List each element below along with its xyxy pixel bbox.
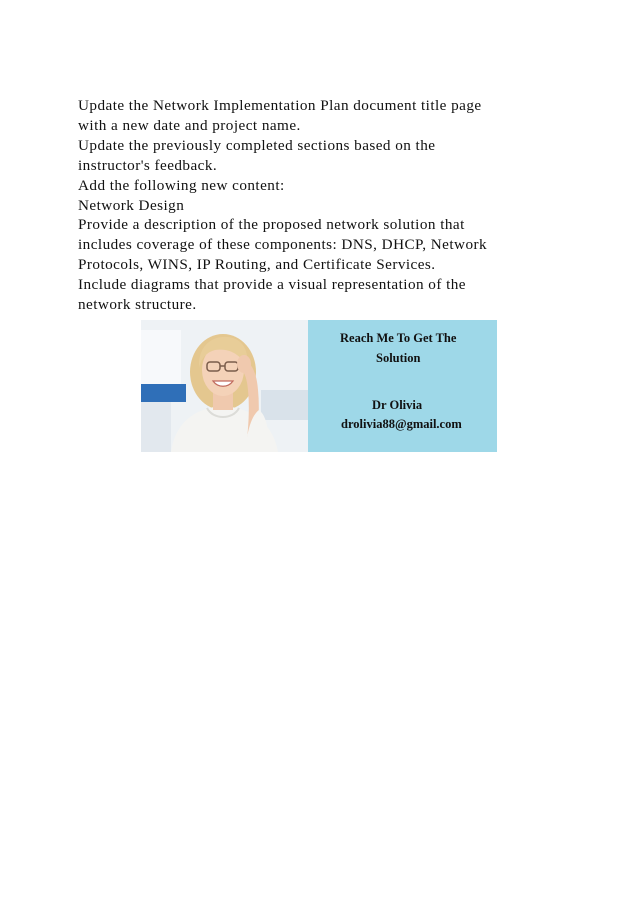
woman-photo bbox=[141, 320, 308, 452]
text-line: Include diagrams that provide a visual representation of the bbox=[78, 276, 466, 294]
headline-line-1: Reach Me To Get The bbox=[340, 331, 457, 345]
text-line: includes coverage of these components: DNS, DHCP, Network bbox=[78, 236, 488, 254]
portrait-illustration bbox=[141, 320, 308, 452]
section-heading: Network Design bbox=[78, 196, 185, 214]
promo-banner bbox=[141, 320, 497, 452]
contact-email: drolivia88@gmail.com bbox=[341, 417, 462, 431]
text-line: with a new date and project name. bbox=[78, 116, 301, 134]
document-body bbox=[78, 96, 598, 315]
text-line: Provide a description of the proposed network solution that bbox=[78, 216, 465, 234]
headline-line-2: Solution bbox=[376, 351, 421, 365]
contact-name: Dr Olivia bbox=[372, 398, 423, 412]
text-line: Add the following new content: bbox=[78, 176, 285, 194]
text-line: network structure. bbox=[78, 296, 197, 314]
text-line: instructor's feedback. bbox=[78, 156, 218, 174]
contact-panel bbox=[308, 320, 497, 452]
text-line: Update the previously completed sections based on the bbox=[78, 136, 436, 154]
text-line: Protocols, WINS, IP Routing, and Certificate Services. bbox=[78, 256, 436, 274]
text-line: Update the Network Implementation Plan document title page bbox=[78, 97, 482, 114]
